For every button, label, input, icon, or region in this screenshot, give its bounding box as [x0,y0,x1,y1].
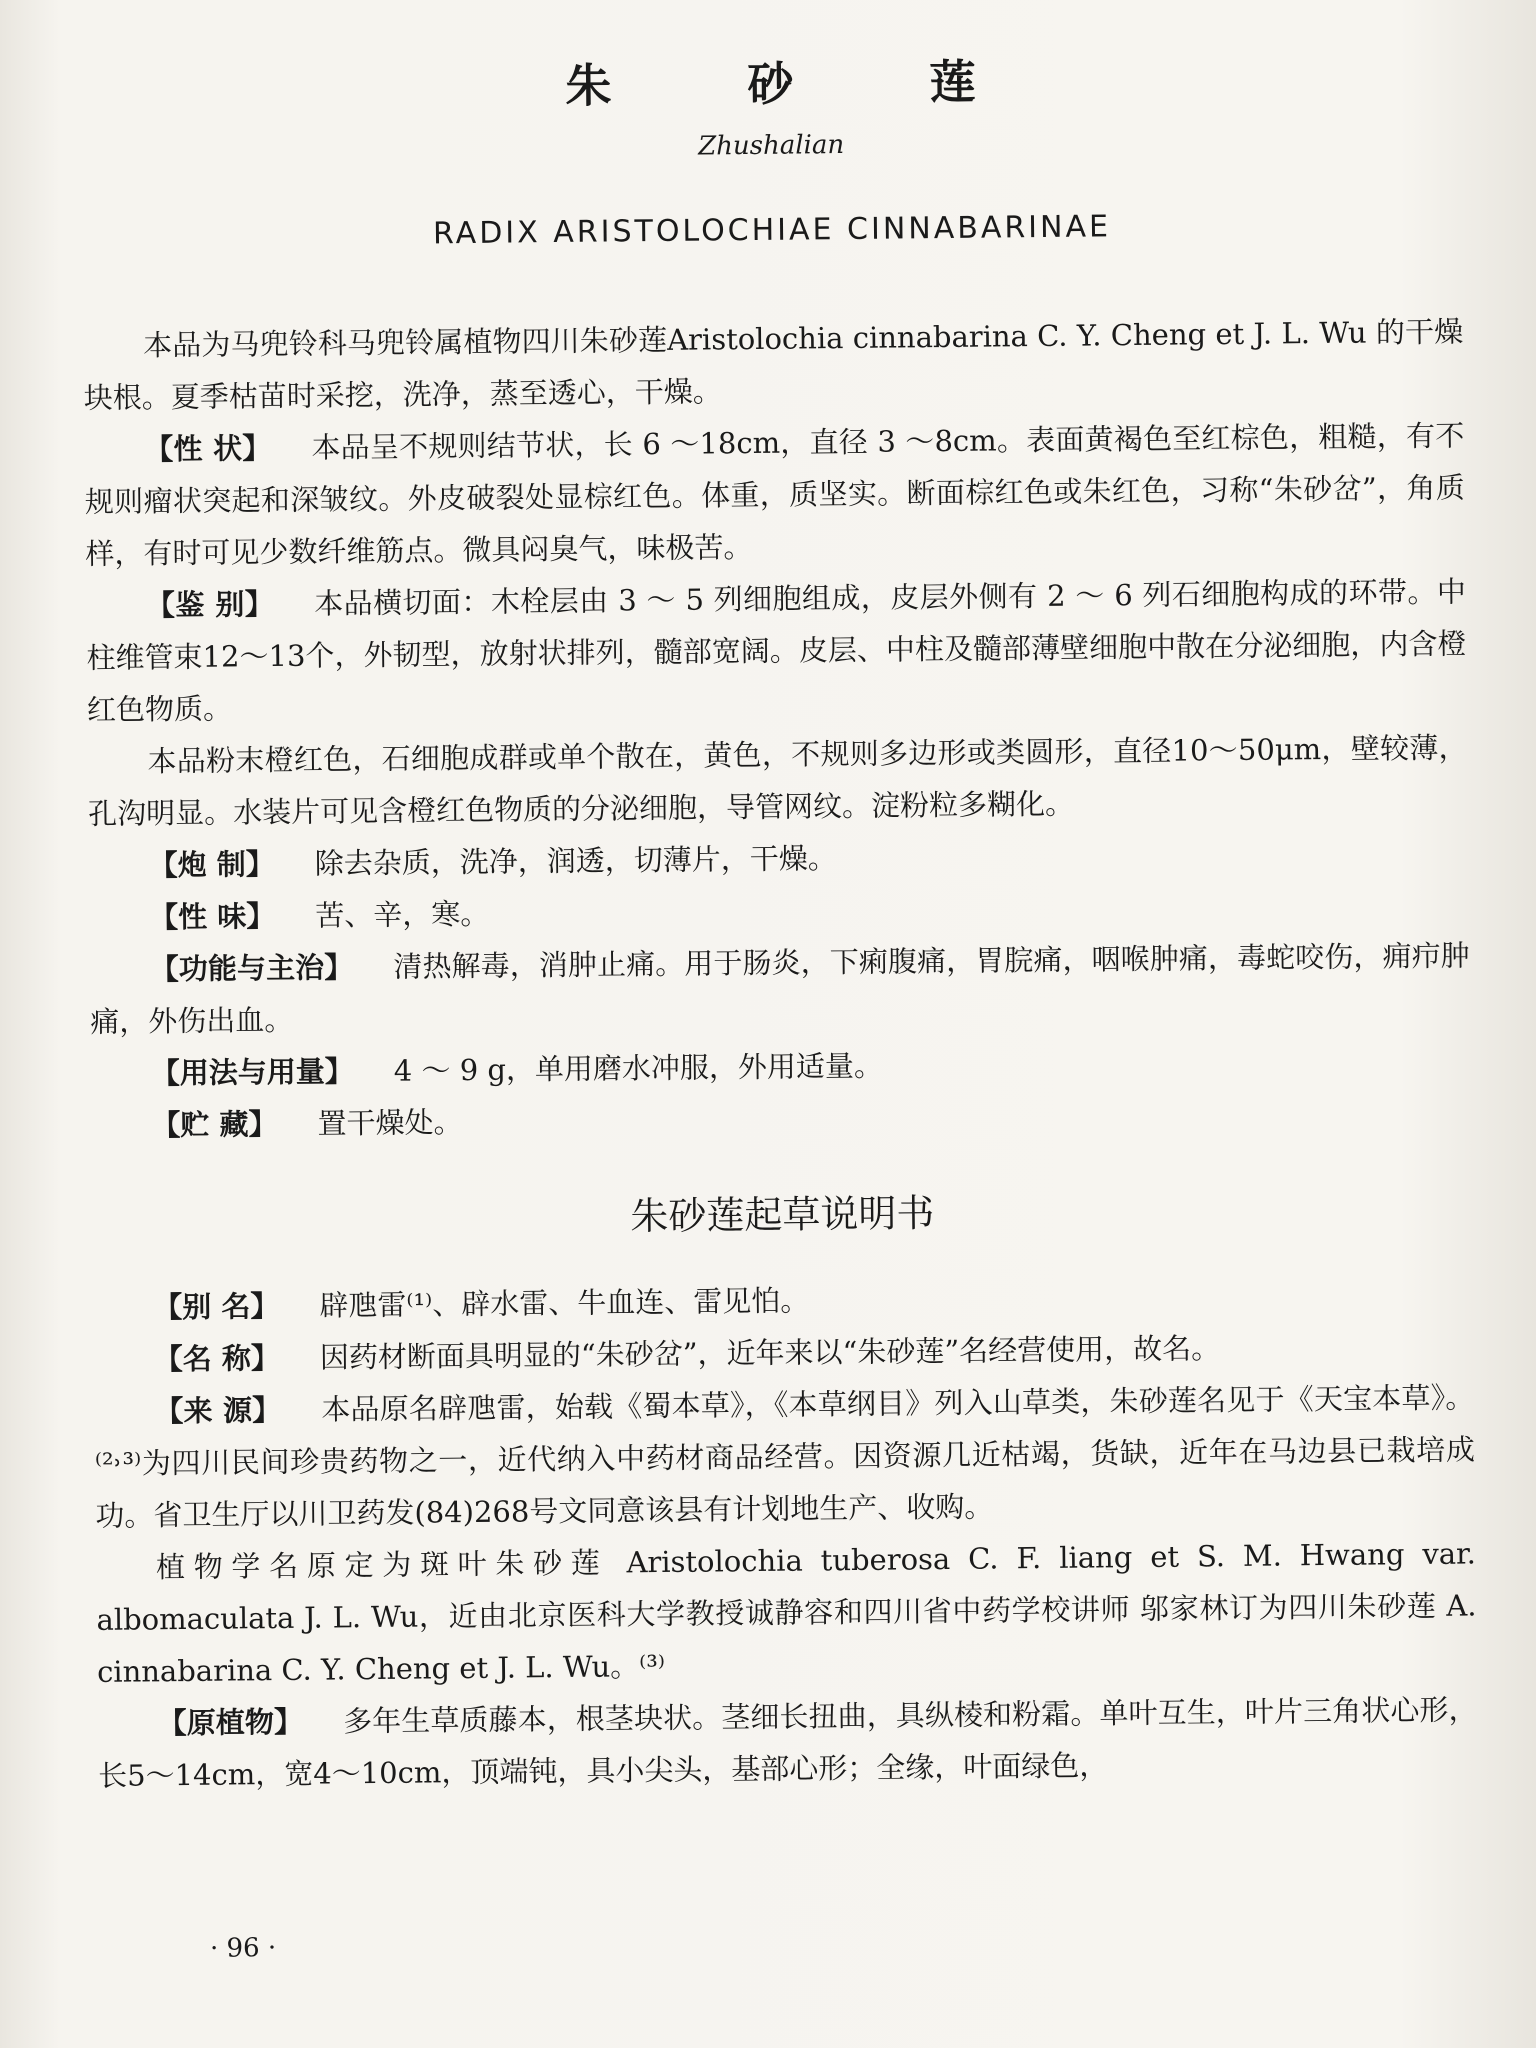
section-text: 苦、辛，寒。 [315,896,490,933]
section-xingzhuang [84,410,1466,580]
section-label: 【名 称】 [153,1340,281,1377]
section-text: 因药材断面具明显的“朱砂岔”，近年来以“朱砂莲”名经营使用，故名。 [319,1331,1221,1375]
pinyin-name: Zhushalian [697,130,845,162]
intro-paragraph: 本品为马兜铃科马兜铃属植物四川朱砂莲Aristolochia cinnabarina C. Y. Cheng et J. L. Wu 的干燥块根。夏季枯苗时采挖，洗净，蒸至透心，干燥。 [83,314,1464,415]
section-label: 【贮 藏】 [151,1106,278,1143]
section-jianbie [86,566,1468,736]
page-title: 朱 砂 莲 [565,53,1036,113]
document-sheet [80,26,1480,2000]
section-label: 【别 名】 [153,1288,280,1325]
section-text: 多年生草质藤本，根茎块状。茎细长扭曲，具纵棱和粉霜。单叶互生，叶片三角状心形，长5～14cm，宽4～10cm，顶端钝，具小尖头，基部心形；全缘，叶面绿色， [98,1692,1478,1793]
section-label: 【原植物】 [157,1704,304,1741]
latin-name: RADIX ARISTOLOCHIAE CINNABARINAE [432,209,1112,252]
section-label: 【功能与主治】 [149,950,354,987]
section-text: 本品呈不规则结节状，长 6 ～18cm，直径 3 ～8cm。表面黄褐色至红棕色，粗糙，有不规则瘤状突起和深皱纹。外皮破裂处显棕红色。体重，质坚实。断面棕红色或朱红色，习称“朱砂岔”，角质样，有时可见少数纤维筋点。微具闷臭气，味极苦。 [84,418,1465,571]
section-text: 辟虺雷⁽¹⁾、辟水雷、牛血连、雷见怕。 [319,1283,810,1323]
section-yuanzhiwu [97,1683,1478,1801]
section-label: 【用法与用量】 [150,1054,355,1091]
section-text: 置干燥处。 [317,1105,463,1141]
draft-subtitle: 朱砂莲起草说明书 [630,1191,935,1239]
section-text: 4 ～ 9 g，单用磨水冲服，外用适量。 [393,1048,884,1088]
section-text: 清热解毒，消肿止痛。用于肠炎，下痢腹痛，胃脘痛，咽喉肿痛，毒蛇咬伤，痈疖肿痛，外伤出血。 [90,938,1470,1039]
monograph-body [83,306,1478,1802]
section-text: 本品横切面：木栓层由 3 ～ 5 列细胞组成，皮层外侧有 2 ～ 6 列石细胞构成的环带。中柱维管束12～13个，外韧型，放射状排列，髓部宽阔。皮层、中柱及髓部薄壁细胞中散在分泌细胞，内含橙红色物质。 [86,574,1467,727]
section-laiyuan-botanical: 植物学名原定为斑叶朱砂莲 Aristolochia tuberosa C. F. liang et S. M. Hwang var. albomaculata J. L. Wu，近由北京医科大学教授诚静容和四川省中药学校讲师 邬家林订为四川朱砂莲 A. cinnabarina C. Y. Cheng et J. L. Wu。⁽³⁾ [96,1536,1477,1689]
page-number: · 96 · [209,1933,277,1964]
section-label: 【鉴 别】 [145,586,275,623]
section-jianbie-powder: 本品粉末橙红色，石细胞成群或单个散在，黄色，不规则多边形或类圆形，直径10～50μm，壁较薄，孔沟明显。水装片可见含橙红色物质的分泌细胞，导管网纹。淀粉粒多糊化。 [87,730,1468,831]
section-label: 【性 味】 [149,899,276,935]
section-text: 除去杂质，洗净，润透，切薄片，干燥。 [314,841,837,881]
section-label: 【来 源】 [154,1392,282,1429]
section-gongneng [89,929,1470,1047]
section-label: 【性 状】 [144,431,272,467]
section-laiyuan [94,1371,1476,1541]
section-label: 【炮 制】 [148,847,275,883]
section-text: 本品原名辟虺雷，始载《蜀本草》，《本草纲目》列入山草类，朱砂莲名见于《天宝本草》。⁽²˒³⁾为四川民间珍贵药物之一，近代纳入中药材商品经营。因资源几近枯竭，货缺，近年在马边县已栽培成功。省卫生厅以川卫药发(84)268号文同意该县有计划地生产、收购。 [94,1380,1476,1533]
